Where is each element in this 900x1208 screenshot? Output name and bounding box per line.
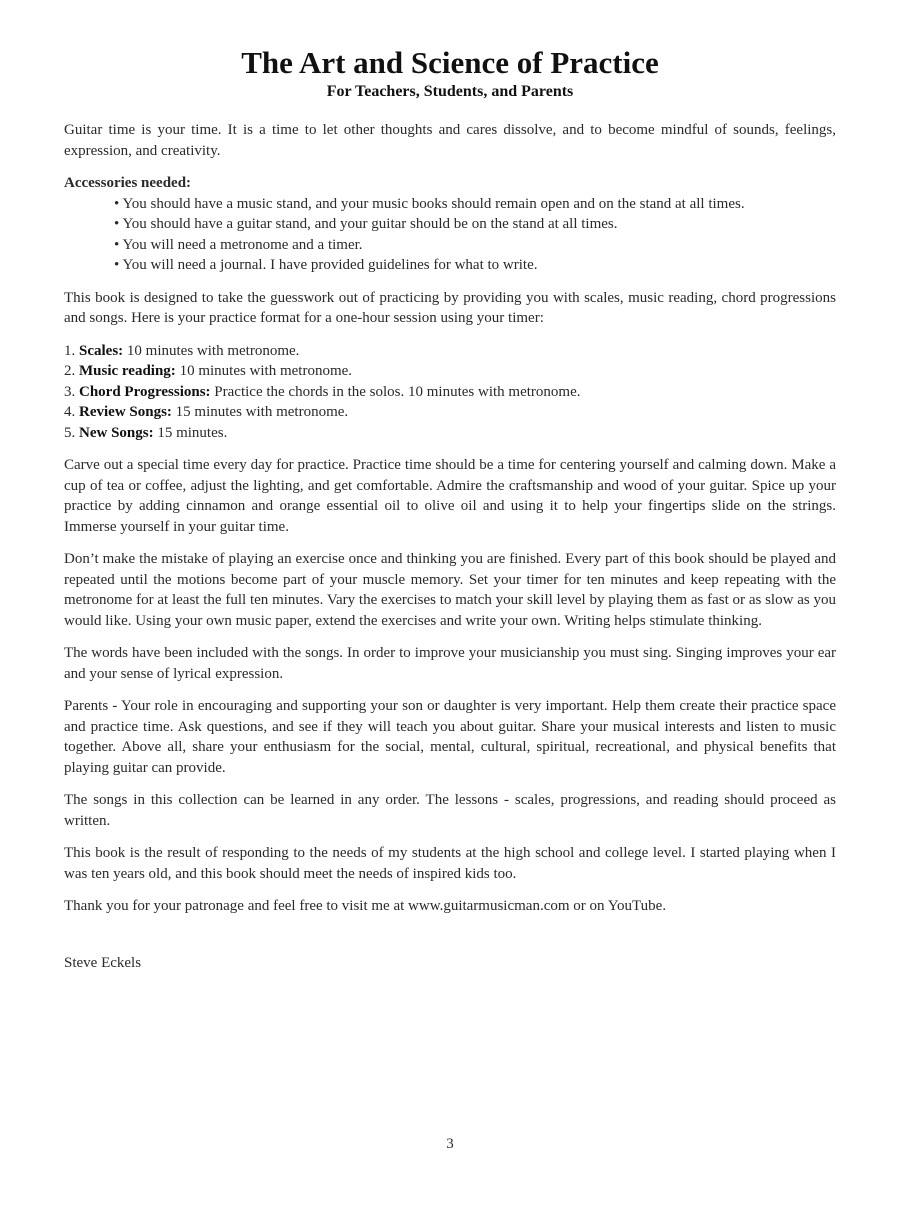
- item-number: 3.: [64, 383, 76, 400]
- list-item: • You will need a journal. I have provided guidelines for what to write.: [114, 257, 538, 273]
- singing-paragraph: The words have been included with the songs. In order to improve your musicianship you must sing. Singing improves your ear and your sense of lyrical expression.: [64, 645, 836, 682]
- list-item: • You will need a metronome and a timer.: [114, 236, 363, 253]
- list-item: [64, 341, 836, 362]
- item-text: 15 minutes.: [157, 424, 228, 441]
- item-label: Music reading:: [79, 363, 176, 379]
- author-signature: Steve Eckels: [64, 954, 142, 971]
- intro-paragraph: Guitar time is your time. It is a time to let other thoughts and cares dissolve, and to become mindful of sounds, feelings, expression, and creativity.: [64, 122, 836, 159]
- list-item: [64, 382, 836, 403]
- document-page: [64, 44, 836, 973]
- page-subtitle: For Teachers, Students, and Parents: [326, 83, 574, 100]
- accessories-heading: Accessories needed:: [64, 175, 192, 191]
- item-text: 10 minutes with metronome.: [126, 342, 300, 359]
- accessories-list: [64, 194, 836, 276]
- item-number: 5.: [64, 424, 76, 441]
- item-label: Chord Progressions:: [79, 383, 211, 400]
- item-label: New Songs:: [79, 424, 154, 441]
- item-number: 1.: [64, 342, 76, 359]
- item-number: 2.: [64, 363, 76, 379]
- list-item: • You should have a music stand, and your music books should remain open and on the stand at all times.: [114, 195, 745, 212]
- item-text: 10 minutes with metronome.: [179, 363, 353, 379]
- format-intro-paragraph: This book is designed to take the guesswork out of practicing by providing you with scales, music reading, chord progressions and songs. Here is your practice format for a one-hour session using your timer:: [64, 289, 836, 326]
- parents-paragraph: Parents - Your role in encouraging and supporting your son or daughter is very important. Help them create their practice space and practice time. Ask questions, and see if they will teach you about guitar. Share your musical interests and listen to music together. Above all, share your enthusiasm for the social, mental, cultural, spiritual, recreational, and physical benefits that playing guitar can provide.: [64, 698, 836, 776]
- item-text: 15 minutes with metronome.: [175, 404, 349, 420]
- thank-you-paragraph: Thank you for your patronage and feel free to visit me at www.guitarmusicman.com or on YouTube.: [64, 898, 667, 914]
- item-label: Scales:: [79, 342, 124, 359]
- page-number: 3: [446, 1136, 454, 1152]
- repetition-paragraph: Don’t make the mistake of playing an exercise once and thinking you are finished. Every part of this book should be played and repeated until the motions become part of your muscle memory. Set your timer for ten minutes and keep repeating with the metronome for at least the full ten minutes. Vary the exercises to match your skill level by playing them as fast or as slow as you would like. Using your own music paper, extend the exercises and write your own. Writing helps stimulate thinking.: [64, 551, 836, 629]
- list-item: • You should have a guitar stand, and your guitar should be on the stand at all times.: [114, 216, 618, 232]
- item-number: 4.: [64, 404, 76, 420]
- item-text: Practice the chords in the solos. 10 minutes with metronome.: [214, 383, 581, 400]
- practice-time-paragraph: Carve out a special time every day for practice. Practice time should be a time for centering yourself and calming down. Make a cup of tea or coffee, adjust the lighting, and get comfortable. Admire the craftsmanship and wood of your guitar. Spice up your practice by adding cinnamon and orange essential oil to olive oil and using it to help your fingertips slide on the strings. Immerse yourself in your guitar time.: [64, 457, 836, 535]
- song-order-paragraph: The songs in this collection can be learned in any order. The lessons - scales, progressions, and reading should proceed as written.: [64, 792, 836, 829]
- list-item: [64, 402, 836, 423]
- item-label: Review Songs:: [79, 404, 172, 420]
- author-background-paragraph: This book is the result of responding to the needs of my students at the high school and college level. I started playing when I was ten years old, and this book should meet the needs of inspired kids too.: [64, 845, 836, 882]
- practice-format-list: [64, 341, 836, 444]
- list-item: [64, 361, 836, 382]
- page-title: The Art and Science of Practice: [241, 45, 659, 80]
- list-item: [64, 423, 836, 444]
